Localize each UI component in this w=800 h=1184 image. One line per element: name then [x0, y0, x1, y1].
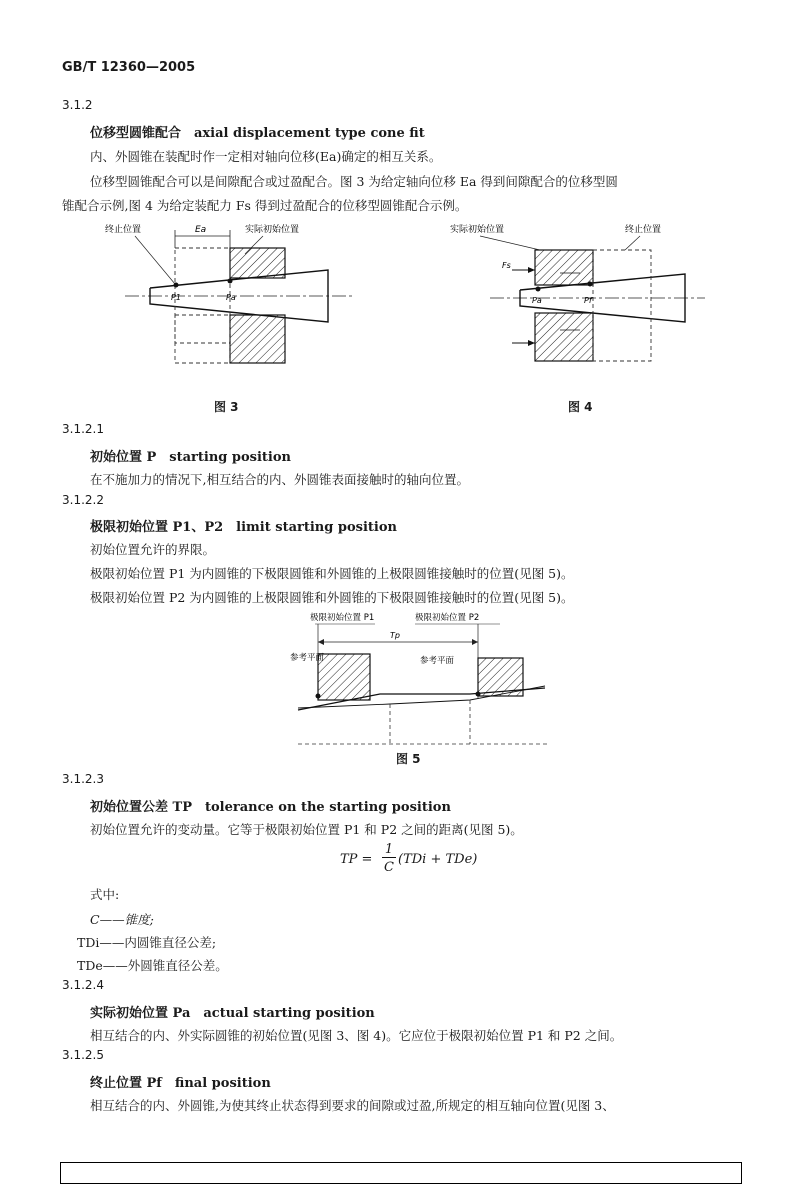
term-limit-starting-position: 极限初始位置 P1、P2 limit starting position: [90, 520, 397, 535]
label-pf: Pf: [584, 296, 592, 305]
figure-4-caption: 图 4: [568, 400, 593, 414]
paragraph: 初始位置允许的变动量。它等于极限初始位置 P1 和 P2 之间的距离(见图 5)。: [90, 822, 523, 837]
figure-5-diagram: [290, 608, 560, 748]
label-limit-p1: 极限初始位置 P1: [310, 613, 375, 623]
definition: TDe——外圆锥直径公差。: [77, 958, 228, 973]
formula-rhs: (TDi + TDe): [398, 852, 478, 867]
paragraph: 极限初始位置 P2 为内圆锥的上极限圆锥和外圆锥的下极限圆锥接触时的位置(见图 5)。: [90, 590, 574, 605]
where-label: 式中:: [90, 887, 120, 902]
formula-denominator: C: [384, 860, 394, 875]
definition: C——锥度;: [90, 912, 154, 927]
label-ea: Ea: [195, 225, 207, 235]
paragraph: 位移型圆锥配合可以是间隙配合或过盈配合。图 3 为给定轴向位移 Ea 得到间隙配合的位移型圆: [90, 174, 618, 189]
term-tolerance-starting-position: 初始位置公差 TP tolerance on the starting position: [90, 800, 451, 815]
figure-3-diagram: [95, 218, 365, 393]
formula-numerator: 1: [382, 842, 396, 858]
term-axial-displacement-fit: 位移型圆锥配合 axial displacement type cone fit: [90, 126, 425, 141]
standard-number: GB/T 12360—2005: [62, 60, 196, 75]
formula-lhs: TP =: [340, 852, 373, 867]
paragraph: 相互结合的内、外实际圆锥的初始位置(见图 3、图 4)。它应位于极限初始位置 P1 和 P2 之间。: [90, 1028, 623, 1043]
label-reference-plane-right: 参考平面: [420, 656, 455, 666]
page-footer-box: [60, 1162, 742, 1184]
label-final-position: 终止位置: [625, 225, 662, 235]
label-p1: P1: [171, 293, 181, 302]
paragraph: 在不施加力的情况下,相互结合的内、外圆锥表面接触时的轴向位置。: [90, 472, 469, 487]
term-final-position: 终止位置 Pf final position: [90, 1076, 271, 1091]
label-actual-start-position: 实际初始位置: [450, 225, 505, 235]
figure-4-diagram: [440, 218, 710, 393]
paragraph: 相互结合的内、外圆锥,为使其终止状态得到要求的间隙或过盈,所规定的相互轴向位置(见图 3、: [90, 1098, 615, 1113]
label-limit-p2: 极限初始位置 P2: [415, 613, 480, 623]
label-final-position: 终止位置: [105, 225, 142, 235]
section-number-3-1-2-4: 3.1.2.4: [62, 978, 104, 992]
figure-3-caption: 图 3: [214, 400, 239, 414]
label-actual-start-position: 实际初始位置: [245, 225, 300, 235]
paragraph: 内、外圆锥在装配时作一定相对轴向位移(Ea)确定的相互关系。: [90, 149, 442, 164]
point-pa: [228, 279, 233, 284]
label-pa: Pa: [532, 296, 542, 305]
label-reference-plane-left: 参考平面: [290, 653, 325, 663]
term-actual-starting-position: 实际初始位置 Pa actual starting position: [90, 1006, 375, 1021]
label-fs: Fs: [502, 261, 511, 270]
section-number-3-1-2-3: 3.1.2.3: [62, 772, 104, 786]
section-number-3-1-2: 3.1.2: [62, 98, 93, 112]
definition: TDi——内圆锥直径公差;: [77, 935, 217, 950]
section-number-3-1-2-2: 3.1.2.2: [62, 493, 104, 507]
section-number-3-1-2-5: 3.1.2.5: [62, 1048, 104, 1062]
figure-5-caption: 图 5: [396, 752, 421, 766]
term-starting-position: 初始位置 P starting position: [90, 450, 291, 465]
paragraph: 极限初始位置 P1 为内圆锥的下极限圆锥和外圆锥的上极限圆锥接触时的位置(见图 5)。: [90, 566, 574, 581]
paragraph: 初始位置允许的界限。: [90, 542, 216, 557]
label-tp: Tp: [390, 631, 400, 640]
label-pa: Pa: [226, 293, 236, 302]
section-number-3-1-2-1: 3.1.2.1: [62, 422, 104, 436]
paragraph: 锥配合示例,图 4 为给定装配力 Fs 得到过盈配合的位移型圆锥配合示例。: [62, 198, 468, 213]
